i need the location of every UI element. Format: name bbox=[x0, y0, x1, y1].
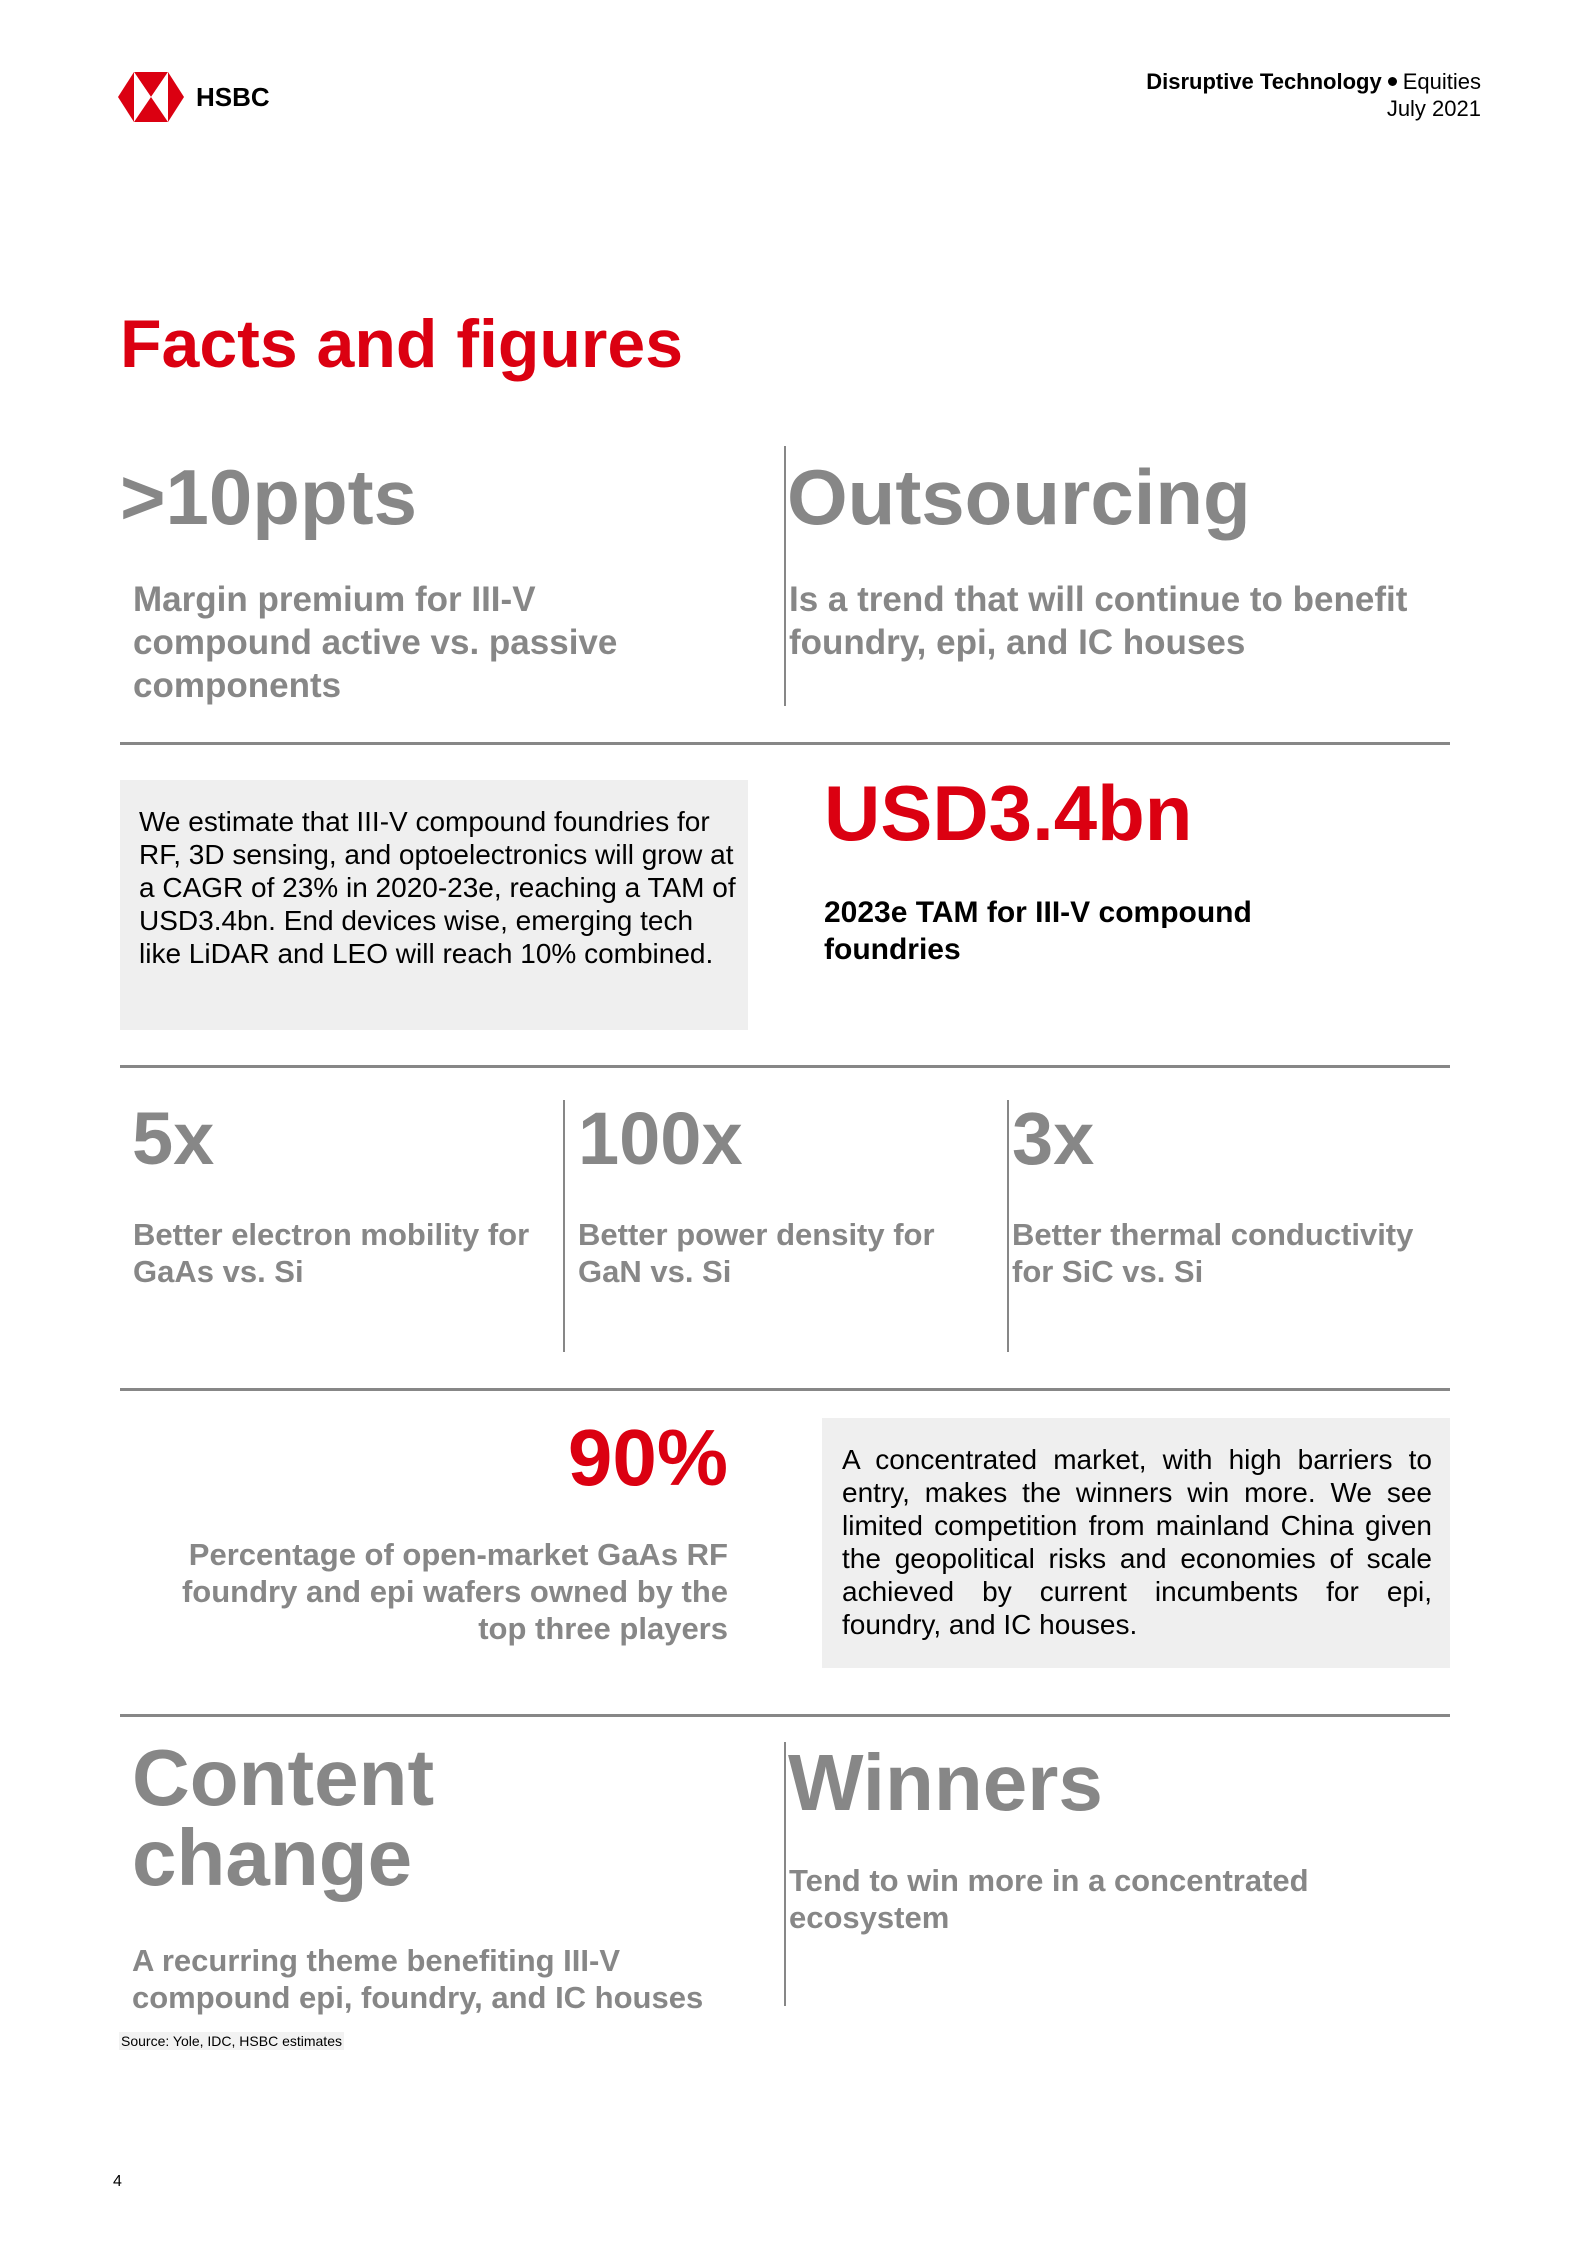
market-box bbox=[822, 1418, 1450, 1668]
share-figure: 90% bbox=[567, 1413, 728, 1502]
tam-figure: USD3.4bn bbox=[824, 769, 1193, 857]
mobility-caption: Better electron mobility for GaAs vs. Si bbox=[133, 1217, 530, 1289]
divider-vertical bbox=[784, 1742, 786, 2006]
outsourcing-figure: Outsourcing bbox=[787, 453, 1251, 541]
share-caption: Percentage of open-market GaAs RF foundry and epi wafers owned by the top three players bbox=[181, 1537, 728, 1646]
content-change-caption: A recurring theme benefiting III-V compound epi, foundry, and IC houses bbox=[132, 1943, 704, 2015]
thermal-figure: 3x bbox=[1012, 1097, 1095, 1180]
estimate-box bbox=[120, 780, 748, 1030]
report-series: Disruptive Technology bbox=[1146, 69, 1382, 94]
outsourcing-caption: Is a trend that will continue to benefit foundry, epi, and IC houses bbox=[789, 580, 1408, 662]
power-density-caption: Better power density for GaN vs. Si bbox=[578, 1217, 935, 1289]
source-note: Source: Yole, IDC, HSBC estimates bbox=[121, 2033, 342, 2049]
margin-figure: >10ppts bbox=[120, 453, 417, 541]
content-change-figure: Content change bbox=[132, 1733, 435, 1902]
divider-horizontal bbox=[120, 1714, 1450, 1717]
page-title: Facts and figures bbox=[120, 306, 684, 382]
hsbc-logo bbox=[118, 70, 308, 124]
winners-figure: Winners bbox=[788, 1738, 1103, 1827]
divider-horizontal bbox=[120, 742, 1450, 745]
divider-vertical bbox=[1007, 1100, 1009, 1352]
report-category: Equities bbox=[1402, 69, 1481, 94]
divider-horizontal bbox=[120, 1388, 1450, 1391]
mobility-figure: 5x bbox=[132, 1097, 215, 1180]
divider-horizontal bbox=[120, 1065, 1450, 1068]
thermal-caption: Better thermal conductivity for SiC vs. Si bbox=[1012, 1217, 1414, 1289]
winners-caption: Tend to win more in a concentrated ecosystem bbox=[789, 1863, 1309, 1935]
page-number: 4 bbox=[113, 2173, 122, 2190]
logo-wordmark: HSBC bbox=[196, 81, 270, 112]
divider-vertical bbox=[563, 1100, 565, 1352]
estimate-text: We estimate that III-V compound foundries for RF, 3D sensing, and optoelectronics will grow at a CAGR of 23% in 2020-23e, reaching a TAM of USD3.4bn. End devices wise, emerging tech like LiDAR and LEO will reach 10% combined. bbox=[139, 806, 736, 969]
report-header bbox=[1146, 68, 1481, 122]
hsbc-hexagon-icon bbox=[118, 72, 184, 122]
bullet-icon bbox=[1388, 77, 1397, 86]
report-date: July 2021 bbox=[1386, 96, 1481, 121]
margin-caption: Margin premium for III-V compound active vs. passive components bbox=[133, 580, 618, 705]
divider-vertical bbox=[784, 446, 786, 706]
tam-caption: 2023e TAM for III-V compound foundries bbox=[824, 896, 1252, 966]
market-text: A concentrated market, with high barriers to entry, makes the winners win more. We see limited competition from mainland China given the geopolitical risks and economies of scale achieved by current incumbents for epi, foundry, and IC houses. bbox=[842, 1444, 1432, 1640]
power-density-figure: 100x bbox=[578, 1097, 743, 1180]
